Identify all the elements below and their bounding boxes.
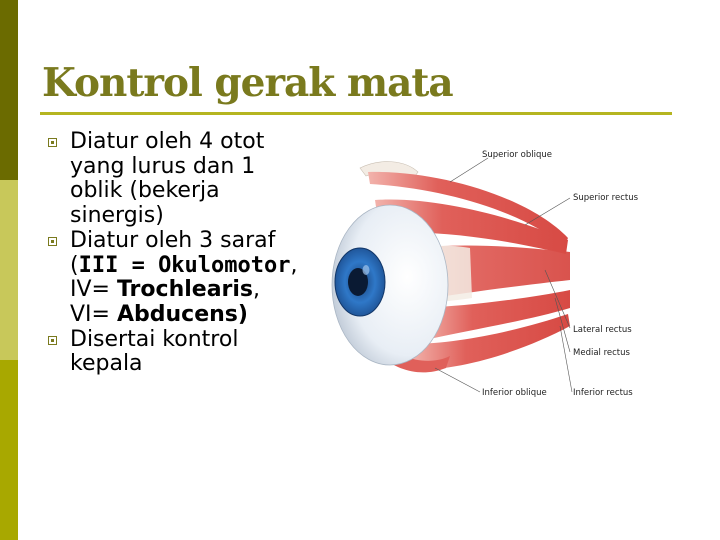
- label-inferior-rectus: Inferior rectus: [573, 388, 633, 398]
- label-lateral-rectus: Lateral rectus: [573, 325, 632, 335]
- square-bullet-icon: [48, 138, 57, 147]
- label-inferior-oblique: Inferior oblique: [482, 388, 547, 398]
- leader-inferior-oblique: [435, 368, 480, 392]
- eye-muscles-diagram: [320, 130, 690, 420]
- eye-highlight: [363, 265, 370, 275]
- bullet-item-head: [44, 328, 304, 377]
- nerve-abducens: Abducens): [116, 301, 248, 327]
- left-band-middle: [0, 180, 18, 360]
- nerve-okulomotor: III = Okulomotor: [78, 252, 291, 278]
- bullet-text-head: Disertai kontrol kepala: [70, 326, 239, 377]
- square-bullet-icon: [48, 336, 57, 345]
- left-band-bottom: [0, 360, 18, 540]
- leader-inferior-rectus: [560, 326, 572, 392]
- leader-superior-oblique: [450, 158, 488, 182]
- title-underline: [40, 112, 672, 115]
- bullet-list: [44, 130, 304, 377]
- bullet-item-nerves: [44, 229, 304, 328]
- bullet-text-muscles: Diatur oleh 4 otot yang lurus dan 1 oblik (bekerja sinergis): [70, 129, 265, 229]
- label-medial-rectus: Medial rectus: [573, 348, 630, 358]
- nerve-separator-1: , IV=: [70, 252, 298, 303]
- left-band-top: [0, 0, 18, 180]
- bullet-text-nerves-prefix: Diatur oleh 3 saraf (: [70, 227, 276, 278]
- nerve-trochlearis: Trochlearis: [116, 277, 254, 303]
- bullet-item-muscles: [44, 130, 304, 229]
- label-superior-rectus: Superior rectus: [573, 193, 639, 203]
- nerve-separator-2: , VI=: [70, 277, 261, 327]
- label-superior-oblique: Superior oblique: [482, 150, 552, 160]
- square-bullet-icon: [48, 237, 57, 246]
- slide-title: Kontrol gerak mata: [42, 60, 453, 106]
